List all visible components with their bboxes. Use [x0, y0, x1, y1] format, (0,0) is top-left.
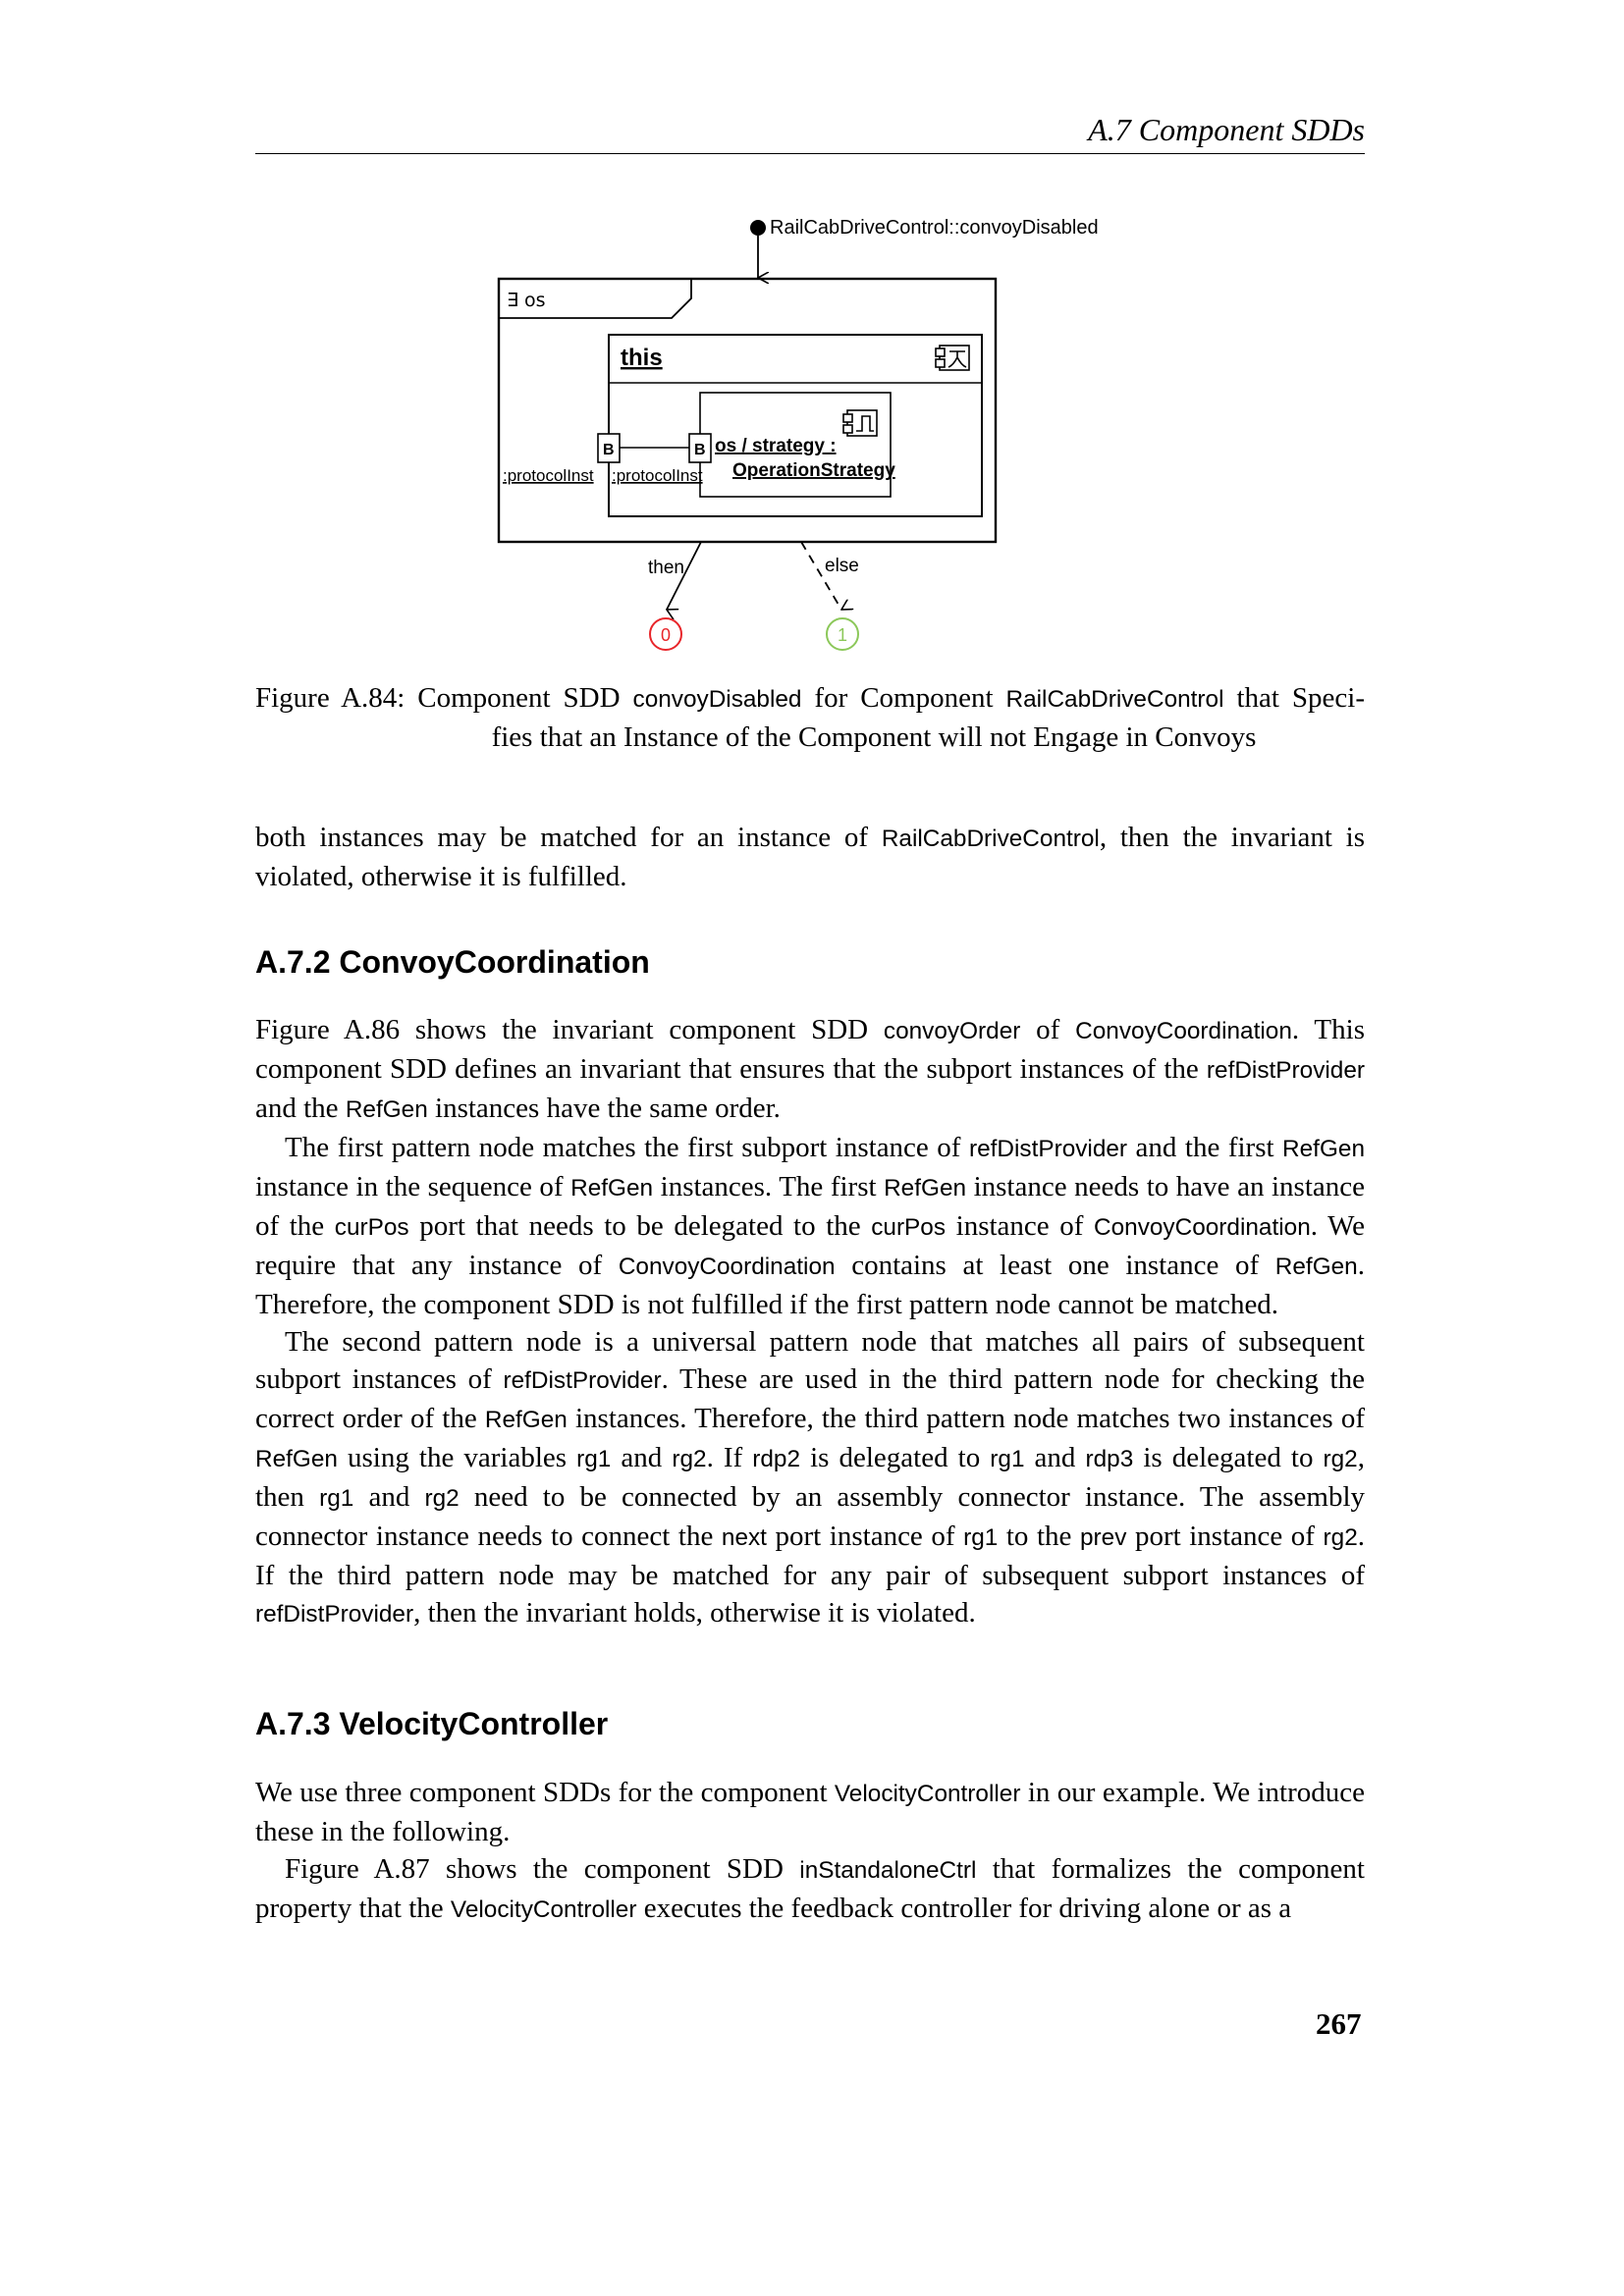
end-node-else-label: 1 [837, 625, 848, 645]
port-right-letter: B [694, 442, 706, 458]
caption-line-1 [255, 679, 1365, 719]
caption-code: RailCabDriveControl [1005, 686, 1224, 713]
caption-code: convoyDisabled [632, 686, 802, 713]
text: that formalizes the component property that the [255, 1853, 1365, 1924]
paragraph [255, 1129, 1365, 1323]
paragraph-intro [255, 819, 1365, 895]
atomic-component-icon [843, 410, 877, 436]
code-term: ConvoyCoordination [1075, 1018, 1292, 1044]
text: Figure A.86 shows the invariant component SDD [255, 1014, 884, 1045]
code-term: ConvoyCoordination [618, 1254, 836, 1280]
code-term: curPos [334, 1214, 409, 1241]
text: and the [255, 1093, 346, 1124]
then-label: then [648, 558, 684, 578]
text: is delegated to [800, 1442, 991, 1473]
text: of [1020, 1014, 1076, 1045]
text: port instance of [766, 1521, 964, 1552]
code-term: rg1 [319, 1485, 354, 1512]
code-term: rg1 [576, 1446, 612, 1472]
running-header [255, 110, 1365, 154]
code-term: rg2 [672, 1446, 707, 1472]
code-term: RailCabDriveControl [881, 826, 1100, 852]
paragraph [255, 1774, 1365, 1850]
text: Figure A.87 shows the component SDD [285, 1853, 800, 1885]
text: . If [706, 1442, 753, 1473]
text: We use three component SDDs for the component [255, 1777, 835, 1808]
text: instance needs to have an instance of the [255, 1171, 1366, 1242]
code-term: rg2 [424, 1485, 460, 1512]
section-heading-a72: A.7.2 ConvoyCoordination [255, 944, 650, 980]
frame-label: ∃ os [507, 290, 546, 311]
text: in our example. We introduce these in the following. [255, 1777, 1365, 1847]
text: , then the invariant is violated, otherwise it is fulfilled. [255, 822, 1366, 892]
code-term: convoyOrder [883, 1018, 1021, 1044]
code-term: RefGen [345, 1096, 428, 1123]
structured-component-icon [936, 346, 969, 370]
code-term: rg2 [1323, 1524, 1358, 1551]
section-a72-body [255, 1011, 1365, 1633]
code-term: RefGen [484, 1407, 568, 1433]
text: . We require that any instance of [255, 1210, 1365, 1281]
component-sdd-diagram [452, 196, 1198, 667]
code-term: rg2 [1323, 1446, 1358, 1472]
text: and [353, 1481, 425, 1513]
caption-text: that Speci- [1223, 682, 1365, 714]
paragraph [255, 1850, 1365, 1929]
text: to the [998, 1521, 1080, 1552]
code-term: RefGen [1274, 1254, 1358, 1280]
paragraph [255, 1011, 1365, 1129]
code-term: VelocityController [834, 1781, 1021, 1807]
code-term: refDistProvider [1206, 1057, 1365, 1084]
text: using the variables [337, 1442, 577, 1473]
this-component-box [609, 335, 982, 516]
section-a73-body [255, 1774, 1365, 1929]
text: instance of [946, 1210, 1095, 1242]
code-term: rg1 [963, 1524, 999, 1551]
code-term: inStandaloneCtrl [799, 1857, 977, 1884]
code-term: rdp3 [1085, 1446, 1134, 1472]
section-heading-a73: A.7.3 VelocityController [255, 1706, 609, 1741]
text: is delegated to [1133, 1442, 1324, 1473]
text: and [1024, 1442, 1086, 1473]
text: and [611, 1442, 673, 1473]
code-term: RefGen [570, 1175, 654, 1201]
code-term: RefGen [255, 1446, 338, 1472]
this-label: this [621, 345, 663, 371]
text: need to be connected by an assembly connector instance. The assembly connector instance needs to connect the [255, 1481, 1366, 1552]
end-node-then-label: 0 [660, 625, 672, 645]
text: and the first [1127, 1132, 1283, 1163]
figure-caption [255, 679, 1365, 757]
port-left-letter: B [603, 442, 615, 458]
code-term: refDistProvider [255, 1601, 414, 1628]
text: instances. The first [653, 1171, 885, 1202]
text: executes the feedback controller for driving alone or as a [636, 1893, 1292, 1924]
text: , then the invariant holds, otherwise it is violated. [413, 1597, 976, 1629]
code-term: rdp2 [752, 1446, 801, 1472]
start-node [750, 220, 766, 236]
caption-prefix: Figure A.84: Component SDD [255, 682, 633, 714]
strategy-label-line2: OperationStrategy [732, 460, 895, 481]
caption-text: for Component [801, 682, 1006, 714]
text: both instances may be matched for an instance of [255, 822, 882, 853]
code-term: next [721, 1524, 767, 1551]
port-left-label: :protocolInst [503, 466, 594, 485]
code-term: curPos [871, 1214, 947, 1241]
running-header-title: A.7 Component SDDs [1088, 112, 1365, 147]
text: instances have the same order. [427, 1093, 781, 1124]
text: port instance of [1126, 1521, 1324, 1552]
text: instance in the sequence of [255, 1171, 571, 1202]
paragraph [255, 1323, 1365, 1633]
page-number: 267 [1316, 2006, 1362, 2041]
text: . These are used in the third pattern node for checking the correct order of the [255, 1363, 1365, 1434]
code-term: ConvoyCoordination [1094, 1214, 1311, 1241]
text: The second pattern node is a universal pattern node that matches all pairs of subsequent subport instances of [255, 1326, 1365, 1395]
text: The first pattern node matches the first subport instance of [285, 1132, 969, 1163]
code-term: prev [1080, 1524, 1127, 1551]
code-term: RefGen [884, 1175, 967, 1201]
text: . If the third pattern node may be matched for any pair of subsequent subport instances of [255, 1521, 1365, 1591]
text: port that needs to be delegated to the [408, 1210, 872, 1242]
else-label: else [825, 556, 859, 576]
text: instances. Therefore, the third pattern node matches two instances of [567, 1403, 1365, 1434]
text: , then [255, 1442, 1365, 1513]
code-term: RefGen [1282, 1136, 1365, 1162]
caption-line-2: fies that an Instance of the Component will not Engage in Convoys [491, 721, 1257, 753]
code-term: refDistProvider [503, 1367, 662, 1394]
code-term: rg1 [990, 1446, 1025, 1472]
text: contains at least one instance of [835, 1250, 1275, 1281]
start-node-label: RailCabDriveControl::convoyDisabled [770, 217, 1099, 239]
text: . This component SDD defines an invariant that ensures that the subport instances of the [255, 1014, 1365, 1085]
strategy-label-line1: os / strategy : [715, 436, 837, 456]
code-term: VelocityController [450, 1896, 637, 1923]
text: . Therefore, the component SDD is not fulfilled if the first pattern node cannot be matched. [255, 1250, 1365, 1320]
port-right-label: :protocolInst [612, 466, 703, 485]
code-term: refDistProvider [968, 1136, 1128, 1162]
